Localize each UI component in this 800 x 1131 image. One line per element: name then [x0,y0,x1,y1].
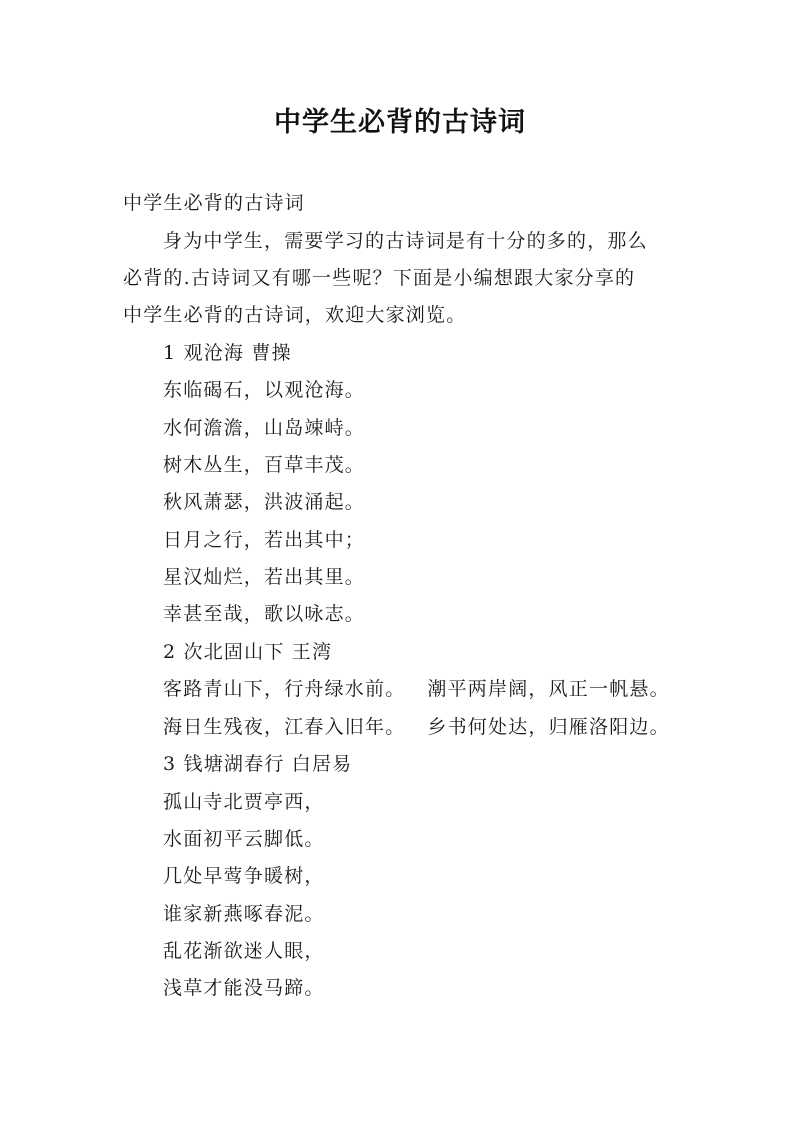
poem-1-line-2: 水何澹澹，山岛竦峙。 [163,417,366,439]
poem-1-line-5: 日月之行，若出其中； [163,529,366,551]
poem-1-line-4: 秋风萧瑟，洪波涌起。 [163,491,366,513]
poem-1-line-1: 东临碣石，以观沧海。 [163,379,366,401]
poem-2-line-2 [163,715,670,739]
poem-3-line-5: 乱花渐欲迷人眼， [163,940,325,962]
poem-2-heading: 2 次北固山下 王湾 [163,641,333,663]
poem-1-line-3: 树木丛生，百草丰茂。 [163,454,366,476]
poem-3-line-2: 水面初平云脚低。 [163,828,325,850]
poem-3-line-6: 浅草才能没马蹄。 [163,977,325,999]
poem-2-line-2-part-2: 乡书何处达，归雁洛阳边。 [427,716,670,738]
poem-3-line-1: 孤山寺北贾亭西， [163,791,325,813]
poem-2-line-1 [163,677,670,701]
poem-3-line-3: 几处早莺争暖树， [163,865,325,887]
poem-2-line-1-part-2: 潮平两岸阔，风正一帆悬。 [427,678,670,700]
poem-1-line-7: 幸甚至哉，歌以咏志。 [163,603,366,625]
poem-1-line-6: 星汉灿烂，若出其里。 [163,566,366,588]
poem-3-heading: 3 钱塘湖春行 白居易 [163,753,353,775]
intro-line-2: 必背的.古诗词又有哪一些呢？下面是小编想跟大家分享的 [123,267,636,289]
poem-3-line-4: 谁家新燕啄春泥。 [163,903,325,925]
intro-line-1: 身为中学生，需要学习的古诗词是有十分的多的，那么 [163,230,648,252]
poem-1-heading: 1 观沧海 曹操 [163,342,292,364]
intro-line-3: 中学生必背的古诗词，欢迎大家浏览。 [123,304,467,326]
poem-2-line-1-part-1: 客路青山下，行舟绿水前。 [163,678,406,700]
section-heading: 中学生必背的古诗词 [123,192,305,214]
poem-2-line-2-part-1: 海日生残夜，江春入旧年。 [163,716,406,738]
document-title: 中学生必背的古诗词 [274,107,526,138]
